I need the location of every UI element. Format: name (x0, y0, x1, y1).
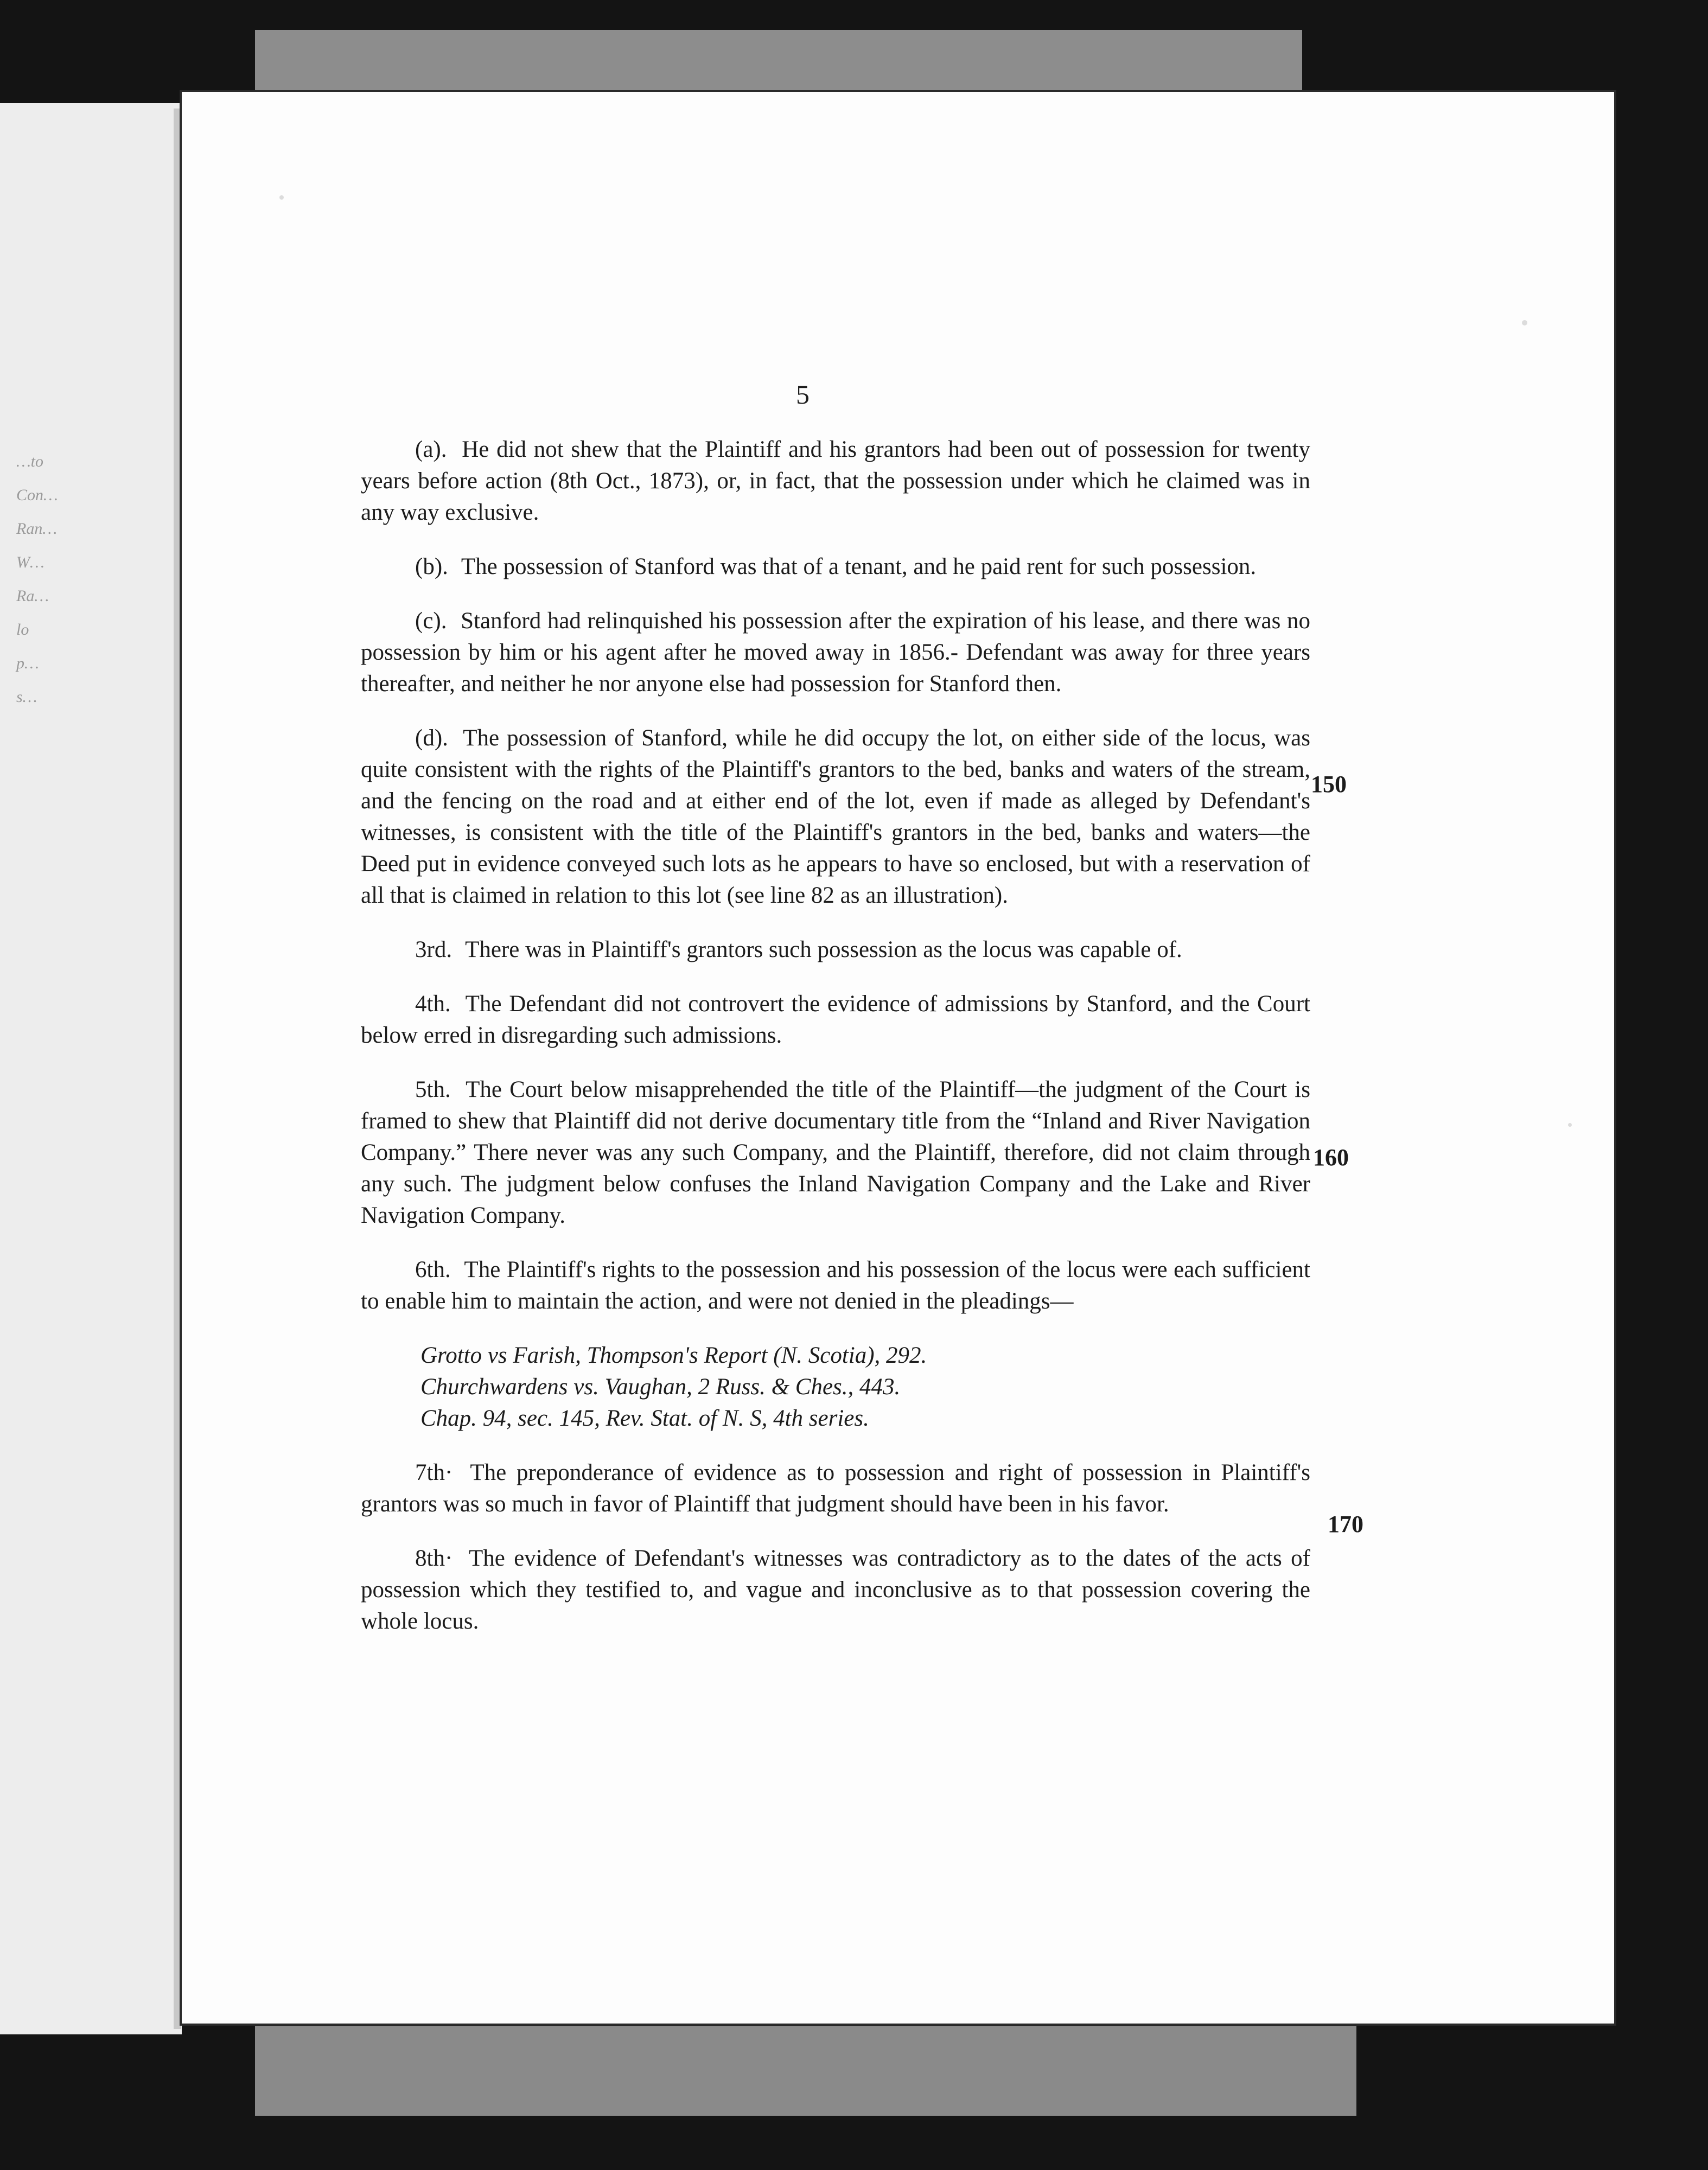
paragraph-b (361, 551, 1310, 583)
paragraph-text: The possession of Stanford, while he did occupy the lot, on either side of the locus, was quite consistent with the rights of the Plaintiff's grantors to the bed, banks and waters of the stream, and the fencing on the road and at either end of the lot, even if made as alleged by Defendant's witnesses, is consistent with the title of the Plaintiff's grantors in the bed, banks and waters—the Deed put in evidence conveyed such lots as he appears to have so enclosed, but with a reservation of all that is claimed in relation to this lot (see line 82 as an illustration). (361, 725, 1310, 908)
citation: Grotto vs Farish, Thompson's Report (N. Scotia), 292. (420, 1343, 927, 1368)
scanner-mount-top (255, 30, 1302, 95)
page-number: 5 (796, 379, 810, 410)
scan-speck (1568, 1123, 1572, 1127)
paragraph-tag: 5th. (415, 1077, 451, 1102)
facing-page-fragments (16, 445, 81, 714)
paragraph-text: The Plaintiff's rights to the possession and his possession of the locus were each sufficient to enable him to maintain the action, and were not denied in the pleadings— (361, 1257, 1310, 1314)
citation: Chap. 94, sec. 145, Rev. Stat. of N. S, 4th series. (420, 1406, 869, 1431)
facing-fragment: s… (16, 688, 37, 706)
paragraph-5th (361, 1074, 1310, 1231)
facing-fragment: W… (16, 553, 44, 571)
facing-fragment: …to (16, 452, 44, 470)
paragraph-tag: 6th. (415, 1257, 451, 1282)
facing-page (0, 103, 182, 2034)
paragraph-tag: (c). (415, 608, 447, 634)
paragraph-tag: 4th. (415, 991, 451, 1017)
paragraph-6th (361, 1254, 1310, 1317)
paragraph-tag: 3rd. (415, 937, 453, 962)
margin-line-number: 160 (1313, 1144, 1349, 1171)
paragraph-text: The Court below misapprehended the title of the Plaintiff—the judgment of the Court is framed to shew that Plaintiff did not derive documentary title from the “Inland and River Navigation Company.” There never was any such Company, and the Plaintiff, therefore, did not claim through any such. The judgment below confuses the Inland Navigation Company and the Lake and River Navigation Company. (361, 1077, 1310, 1228)
paragraph-tag: 8th· (415, 1546, 453, 1571)
paragraph-tag: (a). (415, 437, 447, 462)
paragraph-text: The Defendant did not controvert the evidence of admissions by Stanford, and the Court below erred in disregarding such admissions. (361, 991, 1310, 1048)
paragraph-tag: (d). (415, 725, 448, 751)
facing-fragment: lo (16, 621, 29, 639)
scanner-mount-bottom (255, 2026, 1356, 2116)
paragraph-4th (361, 988, 1310, 1051)
paragraph-tag: 7th· (415, 1460, 453, 1485)
page-fold (174, 108, 181, 2029)
scan-speck (279, 195, 284, 200)
margin-line-number: 150 (1311, 771, 1347, 797)
document-body (361, 434, 1310, 1660)
paragraph-text: The preponderance of evidence as to possession and right of possession in Plaintiff's grantors was so much in favor of Plaintiff that judgment should have been in his favor. (361, 1460, 1310, 1517)
paragraph-d (361, 723, 1310, 911)
paragraph-a (361, 434, 1310, 528)
facing-fragment: Ra… (16, 587, 49, 605)
facing-fragment: Ran… (16, 520, 57, 538)
margin-line-number: 170 (1328, 1511, 1363, 1537)
citation: Churchwardens vs. Vaughan, 2 Russ. & Ches., 443. (420, 1374, 901, 1400)
paragraph-c (361, 605, 1310, 700)
facing-fragment: p… (16, 654, 39, 672)
paragraph-7th (361, 1457, 1310, 1520)
paragraph-8th (361, 1543, 1310, 1637)
paragraph-3rd (361, 934, 1310, 966)
paragraph-text: He did not shew that the Plaintiff and his grantors had been out of possession for twenty years before action (8th Oct., 1873), or, in fact, that the possession under which he claimed was in any way exclusive. (361, 437, 1310, 525)
paragraph-text: Stanford had relinquished his possession after the expiration of his lease, and there was no possession by him or his agent after he moved away in 1856.- Defendant was away for three years thereafter, and neither he nor anyone else had possession for Stanford then. (361, 608, 1311, 697)
paragraph-text: The possession of Stanford was that of a tenant, and he paid rent for such possession. (461, 554, 1257, 579)
case-citations (420, 1340, 1310, 1434)
paragraph-tag: (b). (415, 554, 448, 579)
paragraph-text: The evidence of Defendant's witnesses was contradictory as to the dates of the acts of possession which they testified to, and vague and inconclusive as to that possession covering the whole locus. (361, 1546, 1310, 1634)
scan-speck (1522, 320, 1527, 326)
paragraph-text: There was in Plaintiff's grantors such possession as the locus was capable of. (465, 937, 1182, 962)
facing-fragment: Con… (16, 486, 58, 504)
